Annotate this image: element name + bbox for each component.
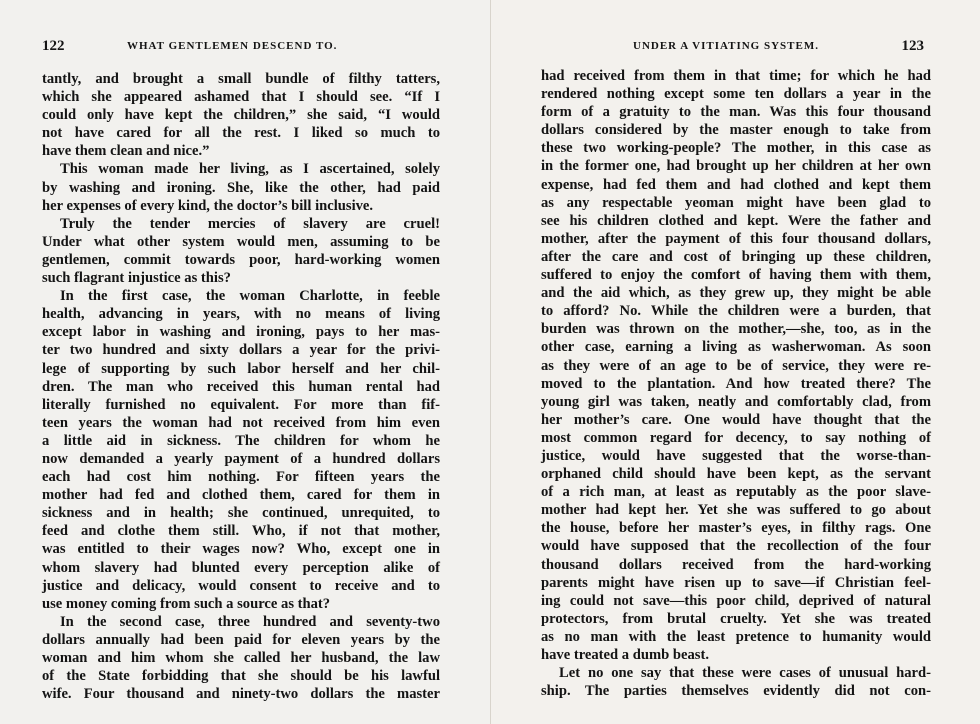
text-line: use money coming from such a source as that? — [42, 595, 331, 612]
running-head: UNDER A VITIATING SYSTEM. — [633, 40, 819, 52]
text-line: thousand dollars received from the hard-working — [541, 556, 931, 573]
text-line: protectors, from brutal cruelty. Yet she was treated — [541, 610, 931, 627]
text-line: justice and delicacy, would consent to receive and to — [42, 577, 440, 594]
body-text — [541, 67, 931, 700]
text-line: sickness and in health; she continued, unrequited, to — [42, 505, 440, 522]
text-line: her mother’s care. One would have thought that the — [541, 411, 931, 428]
page-number: 123 — [901, 38, 924, 54]
text-line: orphaned child should have been kept, as the servant — [541, 466, 931, 483]
text-line: now demanded a yearly payment of a hundred dollars — [42, 450, 440, 467]
text-line: except labor in washing and ironing, pays to her mas- — [42, 324, 440, 341]
text-line: ter two hundred and sixty dollars a year for the privi- — [42, 342, 440, 359]
text-line: to afford? No. While the children were a burden, that — [541, 303, 931, 320]
text-line: could only have kept the children,” she said, “I would — [42, 107, 440, 124]
text-line: lege of supporting by such labor herself and her chil- — [42, 360, 440, 377]
text-line: young girl was taken, neatly and comfortably clad, from — [541, 393, 931, 410]
text-line: wife. Four thousand and ninety-two dollars the master — [42, 686, 440, 703]
text-line: ing could not save—this poor child, deprived of natural — [541, 592, 931, 609]
text-line: Truly the tender mercies of slavery are cruel! — [60, 215, 440, 232]
page-number: 122 — [42, 38, 65, 54]
text-line: these two working-people? The mother, in this case as — [541, 140, 931, 157]
text-line: as any respectable yeoman might have been glad to — [541, 194, 931, 211]
text-line: expense, had fed them and had clothed and kept them — [541, 176, 931, 193]
text-line: dren. The man who received this human rental had — [42, 378, 440, 395]
text-line: mother had kept her. Yet she was suffered to go about — [541, 502, 931, 519]
text-line: her expenses of every kind, the doctor’s bill inclusive. — [42, 197, 374, 214]
text-line: such flagrant injustice as this? — [42, 270, 231, 287]
text-line: dollars annually had been paid for eleven years by the — [42, 631, 440, 648]
text-line: of the State forbidding that she should be his lawful — [42, 668, 440, 685]
text-line: rendered nothing except some ten dollars a year in the — [541, 86, 931, 103]
text-line: not have cared for all the rest. I liked so much to — [42, 125, 440, 142]
text-line: each had cost him nothing. For fifteen years the — [42, 469, 440, 486]
text-line: whom slavery had blunted every perception alike of — [42, 559, 440, 576]
text-line: after the care and cost of bringing up these children, — [541, 248, 931, 265]
right-page — [490, 0, 980, 724]
text-line: In the second case, three hundred and seventy-two — [60, 613, 440, 630]
text-line: feed and clothe them still. Who, if not that mother, — [42, 523, 440, 540]
text-line: other case, earning a living as washerwoman. As soon — [541, 339, 931, 356]
text-line: This woman made her living, as I ascertained, solely — [60, 161, 440, 178]
text-line: literally furnished no equivalent. For more than fif- — [42, 396, 440, 413]
text-line: moved to the plantation. And how treated there? The — [541, 375, 931, 392]
text-line: most common regard for decency, to say nothing of — [541, 429, 931, 446]
text-line: teen years the woman had not received from him even — [42, 414, 440, 431]
text-line: have treated a dumb beast. — [541, 647, 709, 663]
text-line: In the first case, the woman Charlotte, in feeble — [60, 288, 440, 305]
text-line: justice, would have suggested that the worse-than- — [541, 447, 931, 464]
text-line: have them clean and nice.” — [42, 143, 210, 160]
text-line: would have supposed that the recollection of the four — [541, 538, 931, 555]
text-line: suffered to enjoy the comfort of having them with them, — [541, 267, 931, 284]
text-line: Let no one say that these were cases of unusual hard- — [559, 665, 931, 682]
body-text — [42, 70, 440, 703]
text-line: burden was thrown on the mother,—she, too, as in the — [541, 321, 931, 338]
text-line: ship. The parties themselves evidently did not con- — [541, 683, 931, 700]
text-line: woman and him whom she called her husband, the law — [42, 650, 440, 666]
text-line: Under what other system would men, assuming to be — [42, 233, 440, 250]
text-line: by washing and ironing. She, like the other, had paid — [42, 179, 440, 196]
text-line: a little aid in sickness. The children for whom he — [42, 432, 440, 449]
text-line: tantly, and brought a small bundle of filthy tatters, — [42, 71, 440, 87]
text-line: was entitled to their wages now? Who, except one in — [42, 541, 440, 558]
text-line: as they were of an age to be of service, they were re- — [541, 357, 931, 374]
text-line: parents might have risen up to save—if Christian feel- — [541, 574, 931, 591]
text-line: of a rich man, at least as reputably as the poor slave- — [541, 484, 931, 501]
text-line: health, advancing in years, with no means of living — [42, 306, 440, 323]
text-line: as no man with the least pretence to humanity would — [541, 628, 931, 645]
text-line: which she appeared ashamed that I should see. “If I — [42, 89, 440, 106]
text-line: gentlemen, commit towards poor, hard-working women — [42, 251, 440, 268]
text-line: the house, before her master’s eyes, in filthy rags. One — [541, 520, 931, 537]
running-head: WHAT GENTLEMEN DESCEND TO. — [127, 40, 338, 52]
text-line: mother, after the payment of this four thousand dollars, — [541, 230, 931, 247]
text-line: and the aid which, as they grew up, they might be able — [541, 285, 931, 302]
text-line: see his children clothed and kept. Were the father and — [541, 212, 931, 229]
text-line: had received from them in that time; for which he had — [541, 68, 931, 84]
text-line: in the former one, had brought up her children at her own — [541, 158, 931, 175]
text-line: form of a gratuity to the man. Was this four thousand — [541, 104, 931, 121]
text-line: mother had fed and clothed them, cared for them in — [42, 487, 440, 504]
text-line: dollars considered by the master enough to take from — [541, 122, 931, 139]
